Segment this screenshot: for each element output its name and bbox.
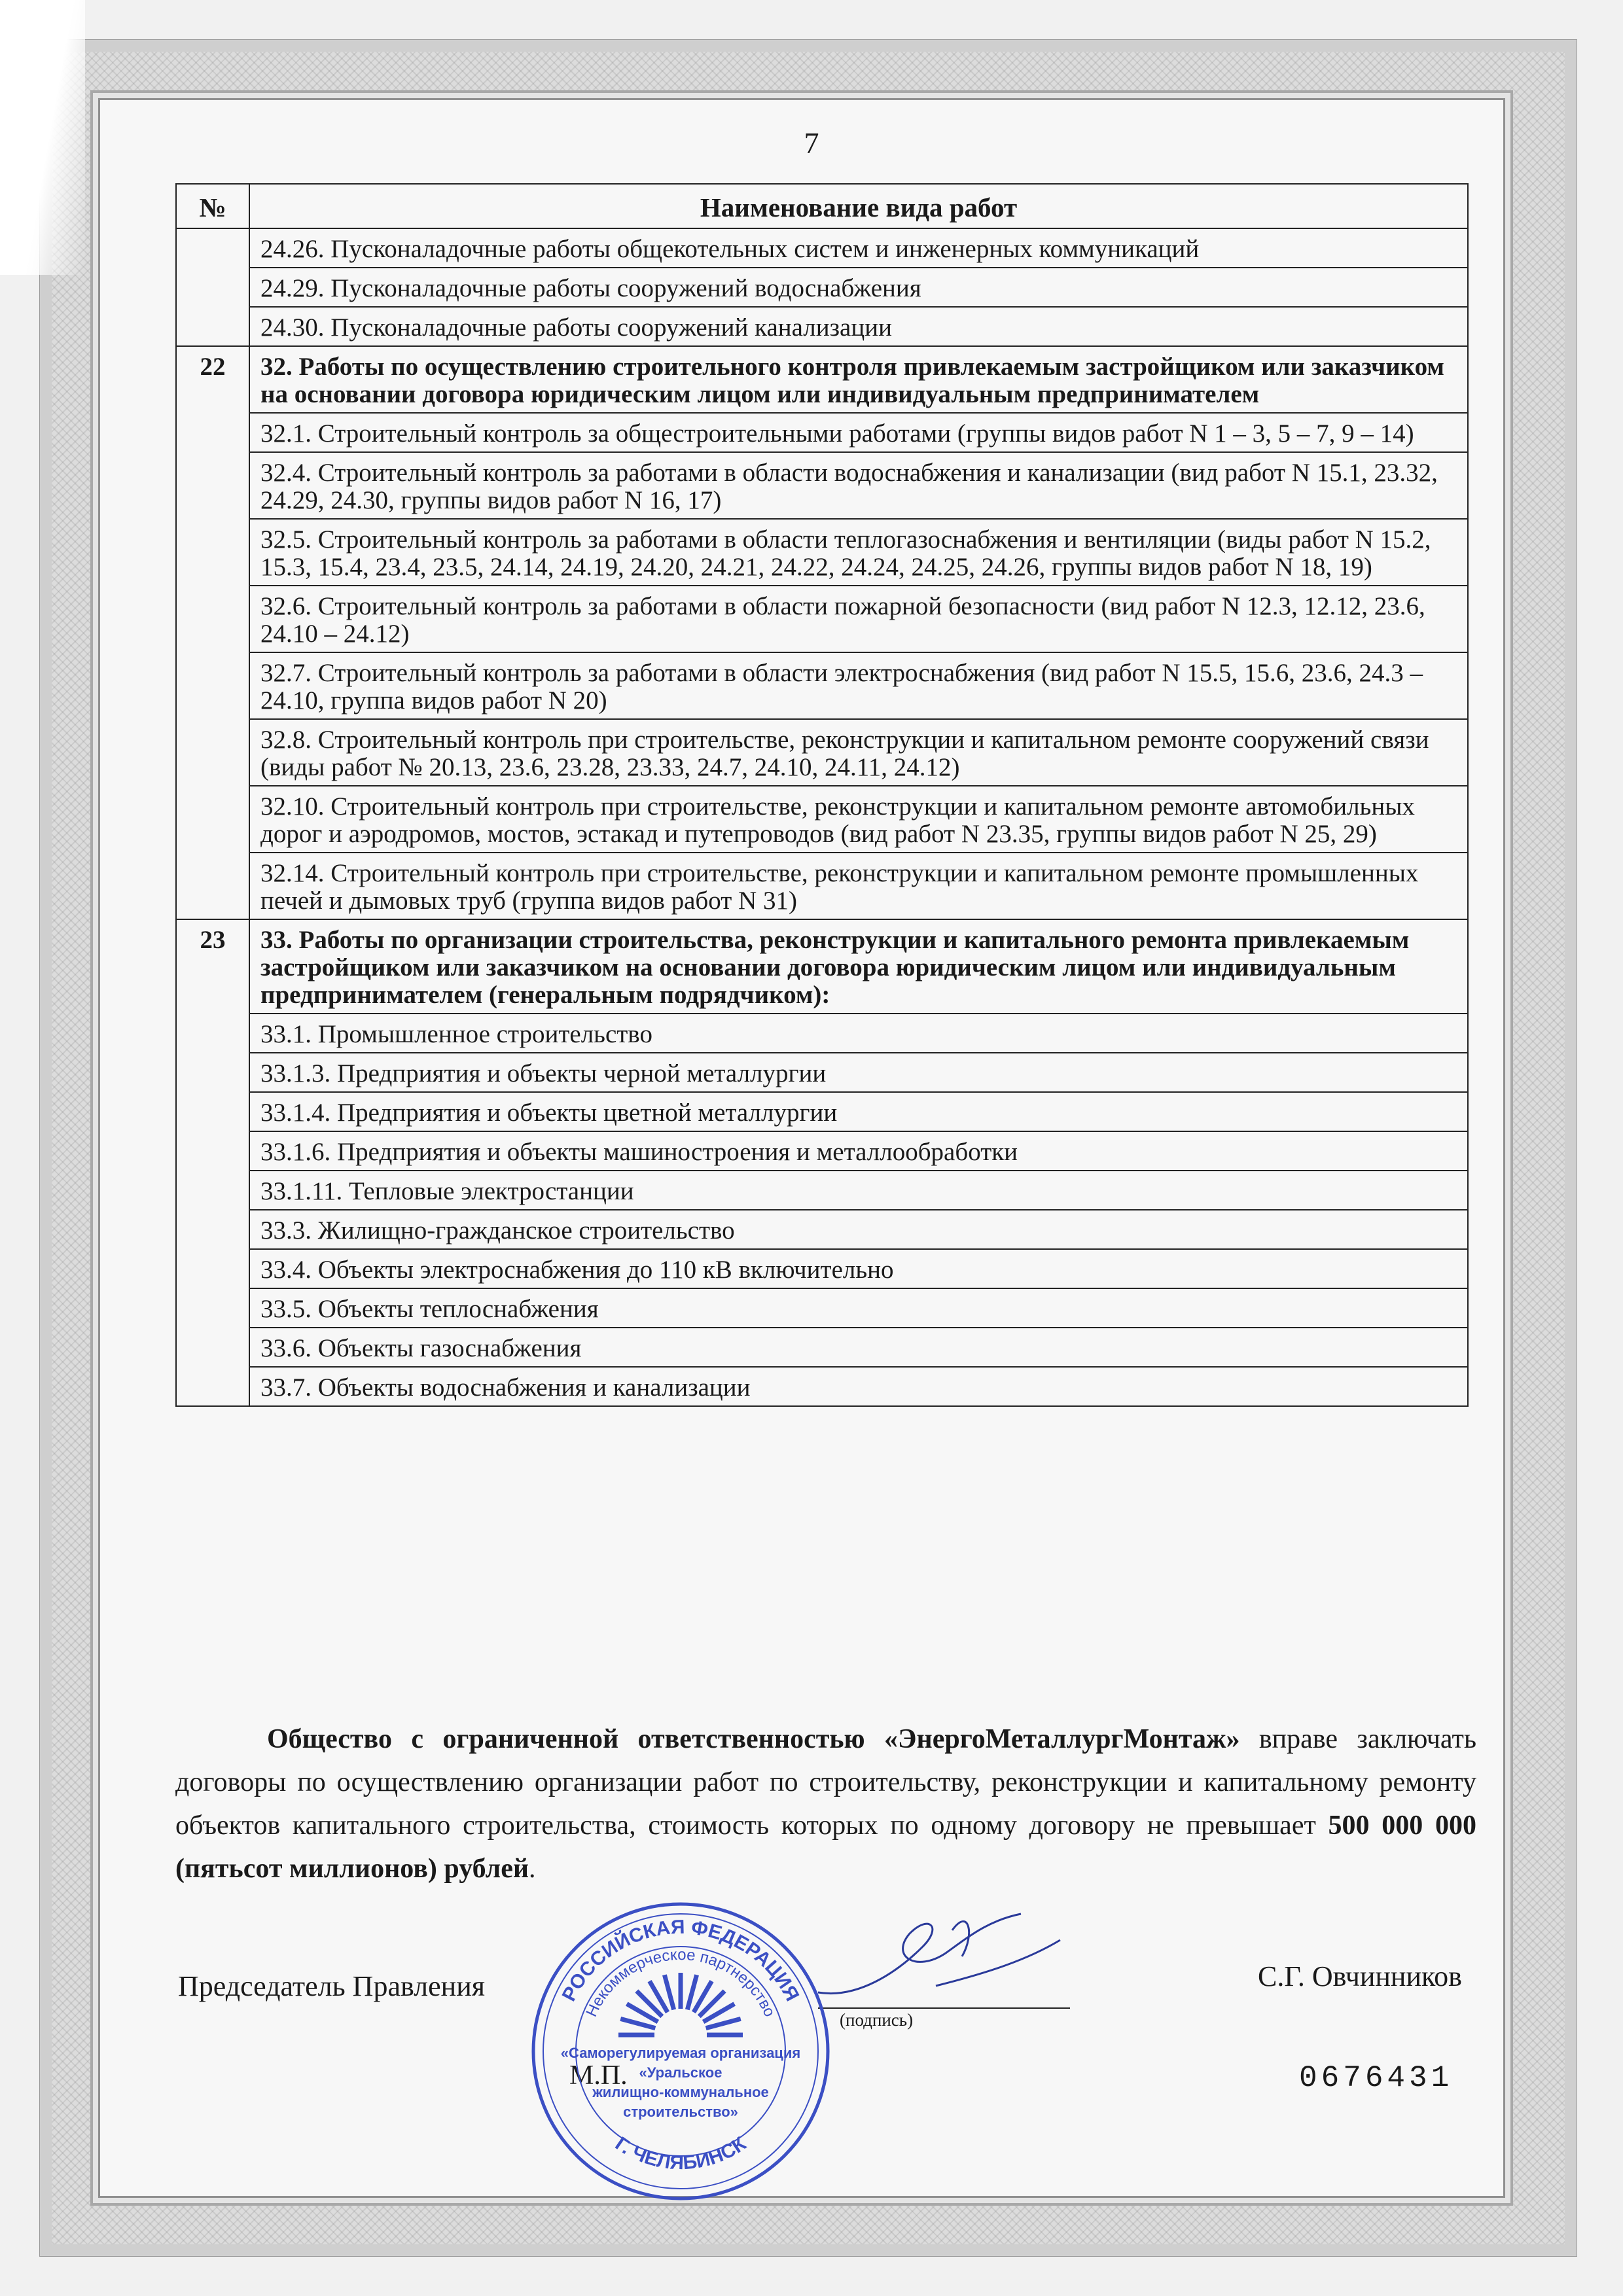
work-item: 24.30. Пусконаладочные работы сооружений канализации	[249, 307, 1468, 346]
table-row	[176, 1367, 1468, 1406]
table-row	[176, 346, 1468, 413]
row-number: 22	[176, 346, 249, 919]
work-item: 24.29. Пусконаладочные работы сооружений водоснабжения	[249, 268, 1468, 307]
work-item: 32.6. Строительный контроль за работами в области пожарной безопасности (вид работ N 12.3, 12.12, 23.6, 24.10 – 24.12)	[249, 586, 1468, 652]
row-number: 23	[176, 919, 249, 1406]
table-row	[176, 1249, 1468, 1288]
table-row	[176, 228, 1468, 268]
table-row	[176, 586, 1468, 652]
work-item: 32.5. Строительный контроль за работами в области теплогазоснабжения и вентиляции (виды работ N 15.2, 15.3, 15.4, 23.4, 23.5, 24.14, 24.19, 24.20, 24.21, 24.22, 24.24, 24.25, 24.26, группы видов работ N 18, 19)	[249, 519, 1468, 586]
signer-name: С.Г. Овчинников	[1258, 1960, 1462, 1992]
work-item: 33.3. Жилищно-гражданское строительство	[249, 1210, 1468, 1249]
table-row	[176, 452, 1468, 519]
work-item: 33.1. Промышленное строительство	[249, 1014, 1468, 1053]
work-item: 33.4. Объекты электроснабжения до 110 кВ включительно	[249, 1249, 1468, 1288]
work-group-title: 32. Работы по осуществлению строительного контроля привлекаемым застройщиком или заказчиком на основании договора юридическим лицом или индивидуальным предпринимателем	[249, 346, 1468, 413]
works-table	[175, 183, 1469, 1407]
work-item: 32.7. Строительный контроль за работами в области электроснабжения (вид работ N 15.5, 15.6, 23.6, 24.3 – 24.10, группа видов работ N 20)	[249, 652, 1468, 719]
seal-center-text	[561, 2045, 800, 2120]
table-row	[176, 307, 1468, 346]
page-number: 7	[804, 126, 819, 160]
work-item: 33.1.3. Предприятия и объекты черной металлургии	[249, 1053, 1468, 1092]
organization-seal	[524, 1894, 838, 2208]
seal-center-line: жилищно-коммунальное	[592, 2084, 769, 2100]
table-row	[176, 1288, 1468, 1328]
company-name: Общество с ограниченной ответственностью «ЭнергоМеталлургМонтаж»	[267, 1724, 1240, 1754]
signer-title: Председатель Правления	[178, 1970, 486, 2002]
svg-text:Г. ЧЕЛЯБИНСК	[611, 2132, 750, 2174]
table-row	[176, 786, 1468, 853]
table-row	[176, 268, 1468, 307]
stamp-place-label: М.П.	[569, 2060, 628, 2091]
table-row	[176, 719, 1468, 786]
work-group-title: 33. Работы по организации строительства, реконструкции и капитального ремонта привлекаемым застройщиком или заказчиком на основании договора юридическим лицом или индивидуальным предпринимателем (генеральным подрядчиком):	[249, 919, 1468, 1014]
header-name: Наименование вида работ	[249, 184, 1468, 228]
seal-sun-emblem	[618, 1973, 743, 2035]
seal-inner-text: Некоммерческое партнерство	[582, 1945, 779, 2020]
seal-center-line: строительство»	[623, 2104, 738, 2120]
seal-bottom-text: Г. ЧЕЛЯБИНСК	[611, 2132, 750, 2174]
table-row	[176, 1053, 1468, 1092]
work-item: 32.10. Строительный контроль при строительстве, реконструкции и капитальном ремонте автомобильных дорог и аэродромов, мостов, эстакад и путепроводов (вид работ N 23.35, группы видов работ N 25, 29)	[249, 786, 1468, 853]
work-item: 32.4. Строительный контроль за работами в области водоснабжения и канализации (вид работ N 15.1, 23.32, 24.29, 24.30, группы видов работ N 16, 17)	[249, 452, 1468, 519]
note-text-1: вправе заключать договоры по осуществлению организации работ по строительству, реконструкции и капитальному ремонту объектов капитального строительства, стоимость которых по одному договору не превышает	[175, 1724, 1476, 1841]
work-item: 32.14. Строительный контроль при строительстве, реконструкции и капитальном ремонте промышленных печей и дымовых труб (группа видов работ N 31)	[249, 853, 1468, 919]
table-row	[176, 1328, 1468, 1367]
seal-center-line: «Уральское	[639, 2064, 722, 2081]
work-item: 33.1.11. Тепловые электростанции	[249, 1171, 1468, 1210]
work-item: 33.6. Объекты газоснабжения	[249, 1328, 1468, 1367]
seal-sun-ray	[687, 1975, 696, 2009]
seal-outer-text: РОССИЙСКАЯ ФЕДЕРАЦИЯ	[558, 1916, 804, 2005]
table-row	[176, 1131, 1468, 1171]
work-item: 33.7. Объекты водоснабжения и канализации	[249, 1367, 1468, 1406]
contract-limit: 500 000 000 (пятьсот миллионов) рублей	[175, 1810, 1477, 1884]
note-text-2: .	[529, 1854, 536, 1884]
work-item: 24.26. Пусконаладочные работы общекотельных систем и инженерных коммуникаций	[249, 228, 1468, 268]
work-item: 33.1.4. Предприятия и объекты цветной металлургии	[249, 1092, 1468, 1131]
permission-note	[175, 1718, 1476, 1890]
table-row	[176, 652, 1468, 719]
work-item: 33.1.6. Предприятия и объекты машиностроения и металлообработки	[249, 1131, 1468, 1171]
table-row	[176, 1092, 1468, 1131]
serial-number: 0676431	[1299, 2061, 1454, 2095]
work-item: 33.5. Объекты теплоснабжения	[249, 1288, 1468, 1328]
handwritten-signature	[805, 1894, 1067, 2019]
seal-center-line: «Саморегулируемая организация	[560, 2045, 801, 2061]
table-body	[176, 228, 1468, 1406]
signature-caption: (подпись)	[840, 2010, 914, 2030]
table-header-row	[176, 184, 1468, 228]
work-item: 32.1. Строительный контроль за общестроительными работами (группы видов работ N 1 – 3, 5 – 7, 9 – 14)	[249, 413, 1468, 452]
table-row	[176, 1014, 1468, 1053]
table-row	[176, 853, 1468, 919]
table-row	[176, 1210, 1468, 1249]
table-row	[176, 919, 1468, 1014]
work-item: 32.8. Строительный контроль при строительстве, реконструкции и капитальном ремонте сооружений связи (виды работ № 20.13, 23.6, 23.28, 23.33, 24.7, 24.10, 24.11, 24.12)	[249, 719, 1468, 786]
row-number	[176, 228, 249, 346]
header-num: №	[176, 184, 249, 228]
table-row	[176, 413, 1468, 452]
table-row	[176, 519, 1468, 586]
seal-sun-ray	[706, 2019, 741, 2028]
seal-sun-ray	[620, 2019, 655, 2028]
table-row	[176, 1171, 1468, 1210]
seal-sun-ray	[664, 1975, 673, 2009]
